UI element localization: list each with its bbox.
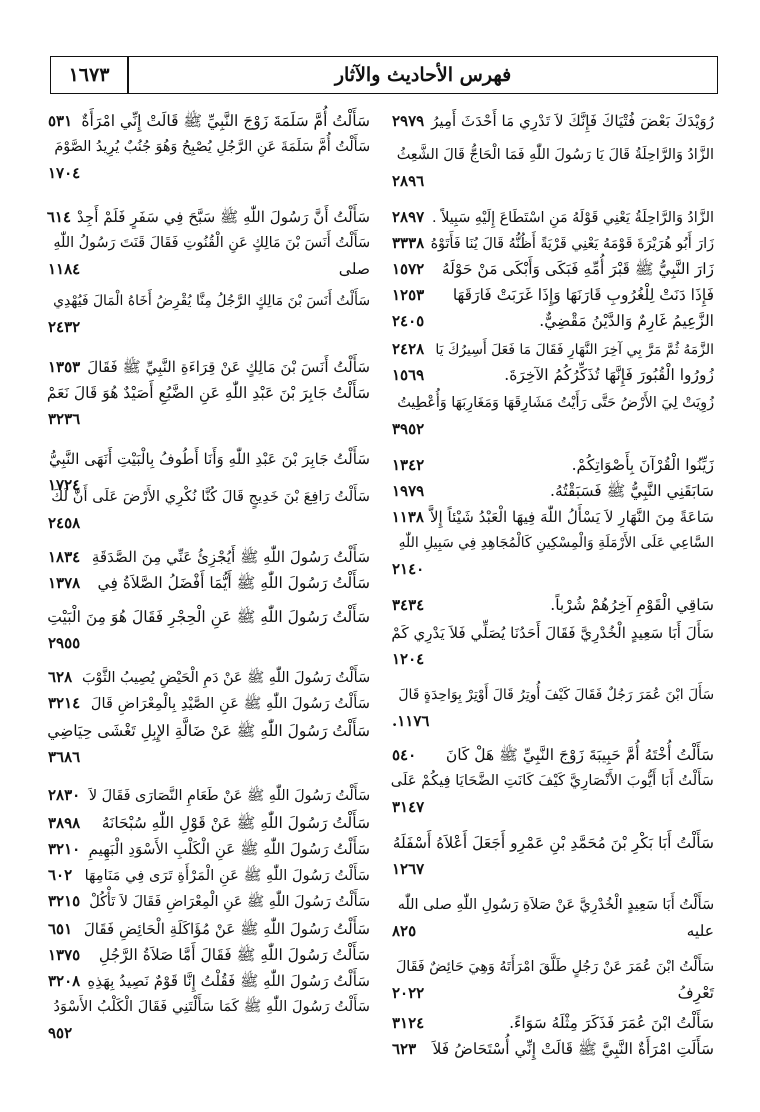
hadith-incipit: سَأَلْتُ أُمَّ سَلَمَةَ زَوْجَ النَّبِيِّ ﷺ قَالَتْ إِنِّي امْرَأَةٌ [81,112,370,130]
hadith-number: ٦٢٨ [48,668,73,686]
hadith-number: ٢٤٢٨ [392,340,425,358]
hadith-number: ١٥٧٢ [392,260,425,278]
hadith-incipit: سَأَلْتُ أَبَا أَيُّوبَ الأَنْصَارِيَّ كَيْفَ كَانَتِ الضَّحَايَا فِيكُمْ عَلَى [390,772,714,789]
index-entry [392,308,714,334]
hadith-incipit: زَارَ أَبُو هُرَيْرَةَ قَوْمَهُ يَعْنِي قَرْيَةً أَظُنُّهُ قَالَ يُنَا فَأَتَوْهُ [430,236,714,252]
entry-continuation [392,856,714,882]
hadith-number: ٣٢١٤ [48,694,81,712]
entry-line [48,994,370,1020]
hadith-incipit: سَأَلْتُ رَسُولَ اللّٰهِ ﷺ عَنِ الصَّيْدِ بِالْمِعْرَاضِ قَالَ [90,695,370,712]
hadith-incipit: سَأَلَ ابْنَ عُمَرَ رَجُلٌ فَقَالَ كَيْفَ أُوتِرُ قَالَ أَوْتِرْ بِوَاحِدَةٍ قَالَ [398,687,714,703]
entry-line [392,742,714,768]
entry-line [48,604,370,630]
hadith-incipit: سَأَلَ أَبَا سَعِيدٍ الْخُدْرِيَّ فَقَالَ أَحَدُنَا يُصَلِّي فَلاَ يَدْرِي كَمْ [391,624,714,642]
index-entry [48,544,370,570]
entry-line [48,862,370,888]
index-entry [392,504,714,530]
index-entry [48,134,370,186]
entry-line [48,968,370,994]
hadith-number: ٢٤٣٢ [48,318,81,336]
index-entry [392,478,714,504]
entry-line [48,484,370,510]
entry-continuation [392,794,714,820]
entry-continuation [392,168,714,194]
entry-line [48,690,370,716]
entry-continuation [48,630,370,656]
entry-line [392,256,714,282]
index-entry [392,682,714,734]
hadith-incipit: السَّاعِي عَلَى الأَرْمَلَةِ وَالْمِسْكِينِ كَالْمُجَاهِدِ فِي سَبِيلِ اللّٰهِ [398,535,714,551]
hadith-incipit: سَأَلْتُ جَابِرَ بْنَ عَبْدِ اللّٰهِ وَأَنَا أَطُوفُ بِالْبَيْتِ أَنَهَى النَّبِيُّ [48,450,370,468]
hadith-incipit: سَأَلْتُ رَسُولَ اللّٰهِ ﷺ عَنِ الْحِجْرِ فَقَالَ هُوَ مِنَ الْبَيْتِ [47,608,370,626]
index-entry [392,1036,714,1062]
entry-continuation [48,256,370,282]
entry-continuation [48,406,370,432]
entry-line [48,836,370,862]
hadith-incipit: سَأَلْتُ رَسُولَ اللّٰهِ ﷺ أَيُجْزِئُ عَنِّي مِنَ الصَّدَقَةِ [91,548,370,566]
hadith-number: ٦٠٢ [48,866,73,884]
index-entry [48,570,370,596]
index-entry [392,142,714,194]
entry-line [48,446,370,472]
hadith-number: ٣٦٨٦ [48,748,81,766]
hadith-number: ٢٨٣٠ [48,786,81,804]
index-entry [48,994,370,1046]
hadith-number: ٦١٤ [46,208,71,226]
hadith-number: ١٣٧٥ [48,946,81,964]
entry-continuation [48,744,370,770]
hadith-incipit: سَأَلْتُ أُمَّ سَلَمَةَ عَنِ الرَّجُلِ يُصْبِحُ وَهُوَ جُنُبٌ يُرِيدُ الصَّوْمَ [54,139,370,155]
hadith-number: ١١٨٤ [48,260,81,278]
index-entry [48,230,370,282]
entry-line [392,452,714,478]
hadith-incipit: الزَّمَهُ ثُمَّ مَرَّ بِي آخِرَ النَّهَارِ فَقَالَ مَا فَعَلَ أَسِيرُكَ يَا [435,342,714,358]
hadith-number: ٨٢٥ [392,922,417,940]
index-entry [48,604,370,656]
hadith-number: ١٢٦٧ [392,860,425,878]
left-column [48,108,370,1098]
hadith-incipit: سَأَلَتِ امْرَأَةٌ النَّبِيَّ ﷺ قَالَتْ إِنِّي أُسْتَحَاضُ فَلاَ [432,1040,714,1058]
hadith-incipit: سَأَلْتُ رَسُولَ اللّٰهِ ﷺ فَقُلْتُ إِنَّا قَوْمٌ نَصِيدُ بِهَذِهِ [87,972,370,990]
entry-line [392,830,714,856]
index-entry [392,742,714,768]
index-entry [48,916,370,942]
hadith-number: ١٩٧٩ [392,482,425,500]
entry-line [48,718,370,744]
entry-line [48,810,370,836]
index-entry [48,718,370,770]
entry-line [48,108,370,134]
index-entry [392,1010,714,1036]
hadith-incipit: زُوِيَتْ لِيَ الأَرْضُ حَتَّى رَأَيْتُ مَشَارِقَهَا وَمَغَارِبَهَا وَأُعْطِيتُ [397,395,714,411]
hadith-number: ٢١٤٠ [392,560,425,578]
hadith-incipit: سَأَلْتُ رَافِعَ بْنَ خَدِيجٍ قَالَ كُنَّا نُكْرِي الأَرْضَ عَلَى أَنَّ لَكَ [51,488,370,505]
hadith-number: ٥٤٠ [392,746,417,764]
entry-line [392,362,714,388]
hadith-incipit: سَأَلْتُ جَابِرَ بْنَ عَبْدِ اللّٰهِ عَنِ الضَّبُعِ أَصَيْدٌ هُوَ قَالَ نَعَمْ [46,384,370,402]
entry-line [48,916,370,942]
hadith-number: ٥٣١ [48,112,73,130]
entry-line [48,664,370,690]
entry-line [392,592,714,618]
hadith-incipit: سَأَلْتُ أَبَا بَكْرِ بْنَ مُحَمَّدِ بْنِ عَمْرِو أَجَعَلَ أَعْلاَهُ أَسْفَلَهُ [392,834,714,852]
continuation-text: عليه [686,922,714,940]
hadith-incipit: سَأَلْتُ أَنَسَ بْنَ مَالِكٍ عَنِ الْقُنُوتِ فَقَالَ قَنَتَ رَسُولُ اللّٰهِ [53,235,370,251]
index-entry [48,690,370,716]
hadith-number: ١٥٦٩ [392,366,425,384]
entry-continuation [48,1020,370,1046]
hadith-number: ٣٩٥٢ [392,420,425,438]
entry-line [392,954,714,980]
entry-line [392,620,714,646]
hadith-incipit: سَأَلْتُ أَنَّ رَسُولَ اللّٰهِ ﷺ سَبَّحَ فِي سَفَرٍ فَلَمْ أَجِدْ [77,208,370,226]
index-entry [48,862,370,888]
hadith-number: ٣٤٣٤ [392,596,425,614]
index-entry [392,954,714,1006]
hadith-number: ٣٢١٥ [48,892,81,910]
index-entry [48,888,370,914]
index-entry [392,530,714,582]
hadith-number: ١٣٧٨ [48,574,81,592]
index-entry [48,782,370,808]
index-entry [392,592,714,618]
hadith-incipit: زَارَ النَّبِيُّ ﷺ قَبْرَ أُمِّهِ فَبَكَى وَأَبْكَى مَنْ حَوْلَهُ [441,260,714,278]
entry-line [392,1036,714,1062]
hadith-number: ١٢٥٣ [392,286,425,304]
index-entry [392,892,714,944]
entry-continuation [392,556,714,582]
entry-line [48,888,370,914]
hadith-incipit: سَابَقَنِي النَّبِيُّ ﷺ فَسَبَقْتُهُ. [550,482,714,500]
entry-line [48,544,370,570]
entry-line [392,1010,714,1036]
entry-continuation [48,160,370,186]
index-entry [48,288,370,340]
hadith-incipit: سَاقِي الْقَوْمِ آخِرُهُمْ شُرْباً. [550,596,714,614]
entry-line [392,230,714,256]
hadith-number: ٦٢٣ [392,1040,417,1058]
hadith-incipit: سَأَلْتُ رَسُولَ اللّٰهِ ﷺ عَنْ قَوْلِ اللّٰهِ سُبْحَانَهُ [101,814,370,832]
hadith-incipit: سَأَلْتُ رَسُولَ اللّٰهِ ﷺ عَنْ دَمِ الْحَيْضِ يُصِيبُ الثَّوْبَ [82,670,370,686]
entry-line [392,478,714,504]
entry-line [48,380,370,406]
hadith-incipit: سَأَلْتُ أَنَسَ بْنَ مَالِكٍ الرَّجُلُ مِنَّا يُقْرِضُ أَخَاهُ الْمَالَ فَيُهْدِي [53,293,370,309]
page-title: فهرس الأحاديث والآثار [334,64,512,86]
continuation-text: تَعْرِفُ [677,984,714,1002]
hadith-incipit: سَأَلْتُ رَسُولَ اللّٰهِ ﷺ عَنْ طَعَامِ النَّصَارَى فَقَالَ لاَ [88,788,370,804]
index-entry [48,380,370,432]
hadith-number: ١٧٠٤ [48,164,81,182]
entry-continuation [392,918,714,944]
index-entry [48,354,370,380]
index-entry [48,664,370,690]
index-entry [48,108,370,134]
entry-line [48,942,370,968]
entry-continuation [392,980,714,1006]
hadith-number: ٣٢٣٦ [48,410,81,428]
hadith-number: ٣١٢٤ [392,1014,425,1032]
hadith-incipit: سَأَلْتُ رَسُولَ اللّٰهِ ﷺ أَيُّمَا أَفْضَلُ الصَّلاَةُ فِي [97,574,370,592]
index-entry [48,204,370,230]
hadith-incipit: الزَّادُ وَالرَّاحِلَةُ قَالَ يَا رَسُولَ اللّٰهِ فَمَا الْحَاجُّ قَالَ الشَّعِثُ [396,147,714,163]
hadith-number: ٣٨٩٨ [48,814,81,832]
entry-line [48,288,370,314]
page-header [50,56,718,94]
index-entry [392,768,714,820]
entry-continuation [392,416,714,442]
entry-continuation [48,510,370,536]
hadith-number: ١٢٠٤ [392,650,425,668]
hadith-incipit: سَأَلْتُ أَبَا سَعِيدٍ الْخُدْرِيَّ عَنْ صَلاَةِ رَسُولِ اللّٰهِ صلى اللّٰه [397,897,714,913]
hadith-incipit: سَأَلْتُ رَسُولَ اللّٰهِ ﷺ كَمَا سَأَلْتَنِي فَقَالَ الْكَلْبُ الأَسْوَدُ [53,998,370,1015]
hadith-number: ١٧٢٤ [48,476,81,494]
hadith-incipit: سَأَلْتُ أُخْتَهُ أُمَّ حَبِيبَةَ زَوْجَ النَّبِيِّ ﷺ هَلْ كَانَ [445,746,714,764]
entry-line [392,892,714,918]
entry-line [48,570,370,596]
hadith-incipit: زُورُوا الْقُبُورَ فَإِنَّهَا تُذَكِّرُكُمُ الآخِرَةَ. [504,366,714,384]
continuation-text: صلى [338,260,370,278]
hadith-incipit: سَأَلْتُ ابْنَ عُمَرَ فَذَكَرَ مِثْلَهُ سَوَاءً. [509,1014,714,1032]
hadith-number: ٢٩٥٥ [48,634,81,652]
index-entry [392,830,714,882]
index-entry [48,968,370,994]
hadith-number: ٣٢١٠ [48,840,81,858]
entry-line [48,204,370,230]
entry-line [392,530,714,556]
index-entry [48,942,370,968]
hadith-number: ٢٠٢٢ [392,984,425,1002]
hadith-incipit: سَأَلْتُ ابْنَ عُمَرَ عَنْ رَجُلٍ طَلَّقَ امْرَأَتَهُ وَهِيَ حَائِضٌ فَقَالَ [395,959,714,975]
hadith-number: ٣٣٣٨ [392,234,425,252]
hadith-number: ٣٢٠٨ [48,972,81,990]
hadith-number: ١١٣٨ [391,508,424,526]
hadith-incipit: رُوَيْدَكَ بَعْضَ فُتْيَاكَ فَإِنَّكَ لاَ تَدْرِي مَا أَحْدَثَ أَمِيرُ [431,112,714,130]
entry-line [48,134,370,160]
entry-line [392,142,714,168]
index-entry [392,390,714,442]
hadith-incipit: سَاعَةً مِنَ النَّهَارِ لاَ يَسْأَلُ اللّٰهَ فِيهَا الْعَبْدُ شَيْئاً إِلاَّ [429,508,714,526]
index-entry [392,230,714,256]
hadith-number: ٢٤٠٥ [392,312,425,330]
hadith-incipit: سَأَلْتُ رَسُولَ اللّٰهِ ﷺ عَنْ مُؤَاكَلَةِ الْحَائِضِ فَقَالَ [83,920,370,938]
hadith-incipit: الزَّادُ وَالرَّاحِلَةُ يَعْنِي قَوْلَهُ مَنِ اسْتَطَاعَ إِلَيْهِ سَبِيلاً . [431,210,714,226]
entry-line [48,782,370,808]
entry-line [392,504,714,530]
hadith-incipit: سَأَلْتُ رَسُولَ اللّٰهِ ﷺ عَنِ الْمَرْأَةِ تَرَى فِي مَنَامِهَا [84,867,370,884]
index-entry [392,336,714,362]
hadith-number: ١٣٥٣ [48,358,81,376]
entry-line [392,682,714,708]
hadith-number: ٢٩٧٩ [392,112,425,130]
entry-line [392,204,714,230]
entry-continuation [48,314,370,340]
entry-line [48,230,370,256]
hadith-number: ٦٥١ [48,920,73,938]
entry-line [392,336,714,362]
entry-line [392,282,714,308]
index-entry [392,452,714,478]
hadith-number: ١٨٣٤ [48,548,81,566]
index-entry [48,836,370,862]
hadith-number: ٢٨٩٧ [392,208,425,226]
entry-line [392,390,714,416]
hadith-incipit: سَأَلْتُ رَسُولَ اللّٰهِ ﷺ عَنِ الْكَلْبِ الأَسْوَدِ الْبَهِيمِ [88,840,370,858]
index-entry [392,204,714,230]
hadith-number: ٩٥٢ [48,1024,73,1042]
hadith-number: ٣١٤٧ [392,798,425,816]
hadith-number: ١٣٤٢ [392,456,425,474]
hadith-number: ٢٨٩٦ [392,172,425,190]
page-number: ١٦٧٣ [68,64,110,86]
entry-continuation [392,646,714,672]
right-column [392,108,714,1098]
entry-line [392,108,714,134]
hadith-incipit: زَيِّنُوا الْقُرْآنَ بِأَصْوَاتِكُمْ. [571,456,714,474]
hadith-number: ١١٧٦. [392,712,430,730]
entry-line [392,768,714,794]
hadith-number: ٢٤٥٨ [48,514,81,532]
hadith-incipit: سَأَلْتُ رَسُولَ اللّٰهِ ﷺ عَنِ الْمِعْرَاضِ فَقَالَ لاَ تَأْكُلْ [89,894,370,910]
entry-line [392,308,714,334]
hadith-incipit: سَأَلْتُ أَنَسَ بْنَ مَالِكٍ عَنْ قِرَاءَةِ النَّبِيِّ ﷺ فَقَالَ [87,358,370,376]
hadith-incipit: سَأَلْتُ رَسُولَ اللّٰهِ ﷺ عَنْ ضَالَّةِ الإِبِلِ تَغْشَى حِيَاضِي [47,722,370,740]
hadith-incipit: الزَّعِيمُ غَارِمٌ وَالدَّيْنُ مَقْضِيٌّ. [539,312,714,330]
index-entry [48,810,370,836]
index-entry [392,620,714,672]
entry-continuation [392,708,714,734]
entry-line [48,354,370,380]
index-entry [392,282,714,308]
hadith-incipit: سَأَلْتُ رَسُولَ اللّٰهِ ﷺ فَقَالَ أَمَّا صَلاَةُ الرَّجُلِ [98,946,370,964]
index-entry [392,362,714,388]
index-entry [392,256,714,282]
index-entry [48,484,370,536]
index-entry [392,108,714,134]
hadith-incipit: فَإِذَا دَنَتْ لِلْغُرُوبِ قَارَنَهَا وَإِذَا غَرَبَتْ فَارَقَهَا [452,286,714,304]
